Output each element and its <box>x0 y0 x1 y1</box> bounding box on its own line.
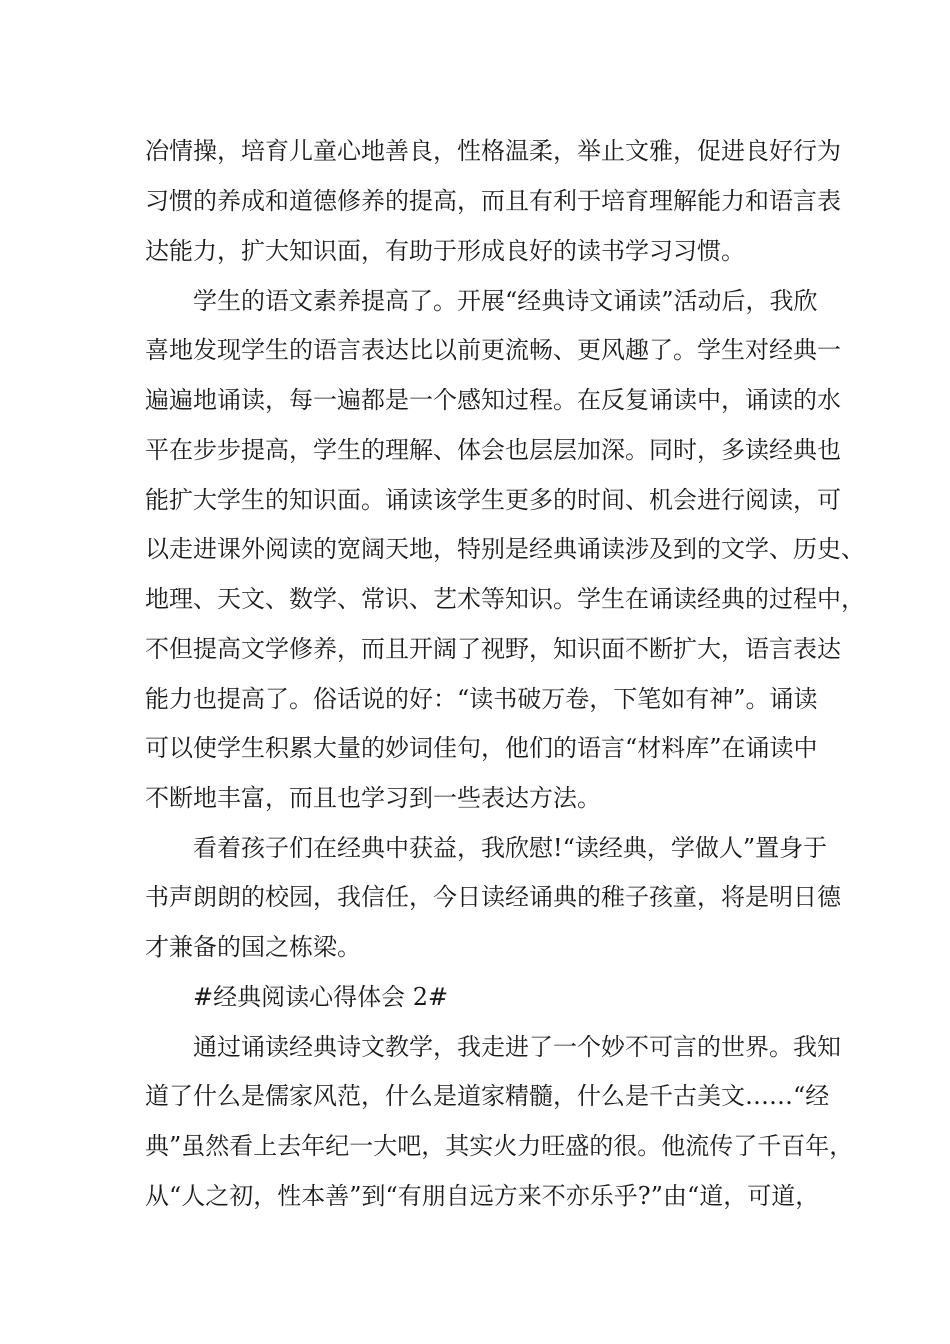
text-line <box>0 325 950 375</box>
text-line <box>0 1171 950 1221</box>
line-text: 道了什么是儒家风范，什么是道家精髓，什么是千古美文……“经 <box>145 1082 830 1110</box>
text-line <box>0 1071 950 1121</box>
text-line <box>0 624 950 674</box>
line-text: 地理、天文、数学、常识、艺术等知识。学生在诵读经典的过程中， <box>145 585 865 613</box>
text-line <box>0 773 950 823</box>
line-text: 以走进课外阅读的宽阔天地，特别是经典诵读涉及到的文学、历史、 <box>145 535 865 563</box>
text-line <box>0 475 950 525</box>
line-text: 看着孩子们在经典中获益，我欣慰!“读经典，学做人”置身于 <box>193 834 828 862</box>
line-text: 不但提高文学修养，而且开阔了视野，知识面不断扩大，语言表达 <box>145 635 841 663</box>
text-line <box>0 375 950 425</box>
line-text: 能扩大学生的知识面。诵读该学生更多的时间、机会进行阅读，可 <box>145 486 841 514</box>
line-text: 喜地发现学生的语言表达比以前更流畅、更风趣了。学生对经典一 <box>145 336 841 364</box>
text-line <box>0 872 950 922</box>
line-text: 通过诵读经典诗文教学，我走进了一个妙不可言的世界。我知 <box>193 1033 841 1061</box>
line-text: 平在步步提高，学生的理解、体会也层层加深。同时，多读经典也 <box>145 436 841 464</box>
line-text: 冶情操，培育儿童心地善良，性格温柔，举止文雅，促进良好行为 <box>145 137 841 165</box>
line-text: 不断地丰富，而且也学习到一些表达方法。 <box>145 784 601 812</box>
text-line <box>0 524 950 574</box>
section-heading <box>0 972 950 1022</box>
line-text: 才兼备的国之栋梁。 <box>145 933 361 961</box>
text-line <box>0 126 950 176</box>
line-text: 达能力，扩大知识面，有助于形成良好的读书学习习惯。 <box>145 237 745 265</box>
line-text: 学生的语文素养提高了。开展“经典诗文诵读”活动后，我欣 <box>193 287 818 315</box>
text-line <box>0 1121 950 1171</box>
line-text: 遍遍地诵读，每一遍都是一个感知过程。在反复诵读中，诵读的水 <box>145 386 841 414</box>
text-line <box>0 276 950 326</box>
line-text: 可以使学生积累大量的妙词佳句，他们的语言“材料库”在诵读中 <box>145 734 818 762</box>
line-text: 能力也提高了。俗话说的好：“读书破万卷，下笔如有神”。诵读 <box>145 685 818 713</box>
text-line <box>0 226 950 276</box>
line-text: 习惯的养成和道德修养的提高，而且有利于培育理解能力和语言表 <box>145 187 841 215</box>
line-text: 从“人之初，性本善”到“有朋自远方来不亦乐乎?”由“道，可道， <box>145 1182 820 1210</box>
text-line <box>0 425 950 475</box>
text-line <box>0 674 950 724</box>
text-line <box>0 823 950 873</box>
line-text: #经典阅读心得体会 2# <box>193 983 449 1011</box>
line-text: 典”虽然看上去年纪一大吧，其实火力旺盛的很。他流传了千百年， <box>145 1132 854 1160</box>
text-line <box>0 574 950 624</box>
text-line <box>0 1022 950 1072</box>
text-line <box>0 176 950 226</box>
line-text: 书声朗朗的校园，我信任，今日读经诵典的稚子孩童，将是明日德 <box>145 883 841 911</box>
text-line <box>0 723 950 773</box>
text-line <box>0 922 950 972</box>
